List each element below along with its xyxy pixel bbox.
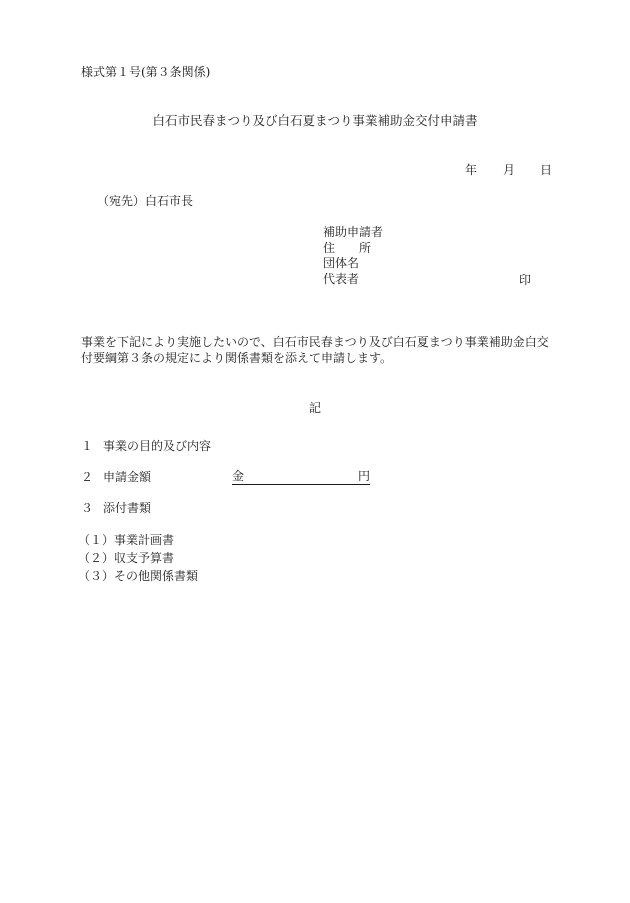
item-number: ３ [81,501,94,515]
applicant-address-label: 住 所 [323,240,372,255]
applicant-block [323,225,383,287]
ki-heading: 記 [308,401,321,415]
date-day: 日 [540,163,553,177]
item-number: ２ [81,470,94,484]
item-1 [81,438,211,454]
date-month: 月 [503,163,516,177]
applicant-heading: 補助申請者 [323,225,384,239]
applicant-rep-label: 代表者 [323,271,360,286]
attachment-2: （２）収支予算書 [78,551,175,565]
item-3 [81,500,151,516]
seal-mark: 印 [519,273,532,287]
document-title: 白石市民春まつり及び白石夏まつり事業補助金交付申請書 [152,113,478,128]
applicant-org-label: 団体名 [323,256,360,270]
addressee: （宛先）白石市長 [97,194,194,208]
body-line-2: 付要綱第３条の規定により関係書類を添えて申請します。 [81,351,393,365]
amount-suffix: 円 [357,469,370,483]
attachment-3: （３）その他関係書類 [78,569,199,583]
date-year: 年 [465,163,478,177]
body-text [81,334,556,366]
item-2 [81,469,151,485]
amount-prefix: 金 [232,469,245,483]
item-label: 事業の目的及び内容 [103,439,212,453]
attachment-1: （１）事業計画書 [78,533,175,547]
form-label: 様式第１号(第３条関係) [81,65,211,79]
item-number: １ [81,439,94,453]
item-label: 申請金額 [103,470,152,484]
item-label: 添付書類 [103,501,152,515]
body-line-1: 事業を下記により実施したいので、白石市民春まつり及び白石夏まつり事業補助金白交 [81,335,549,349]
amount-field [232,469,370,485]
